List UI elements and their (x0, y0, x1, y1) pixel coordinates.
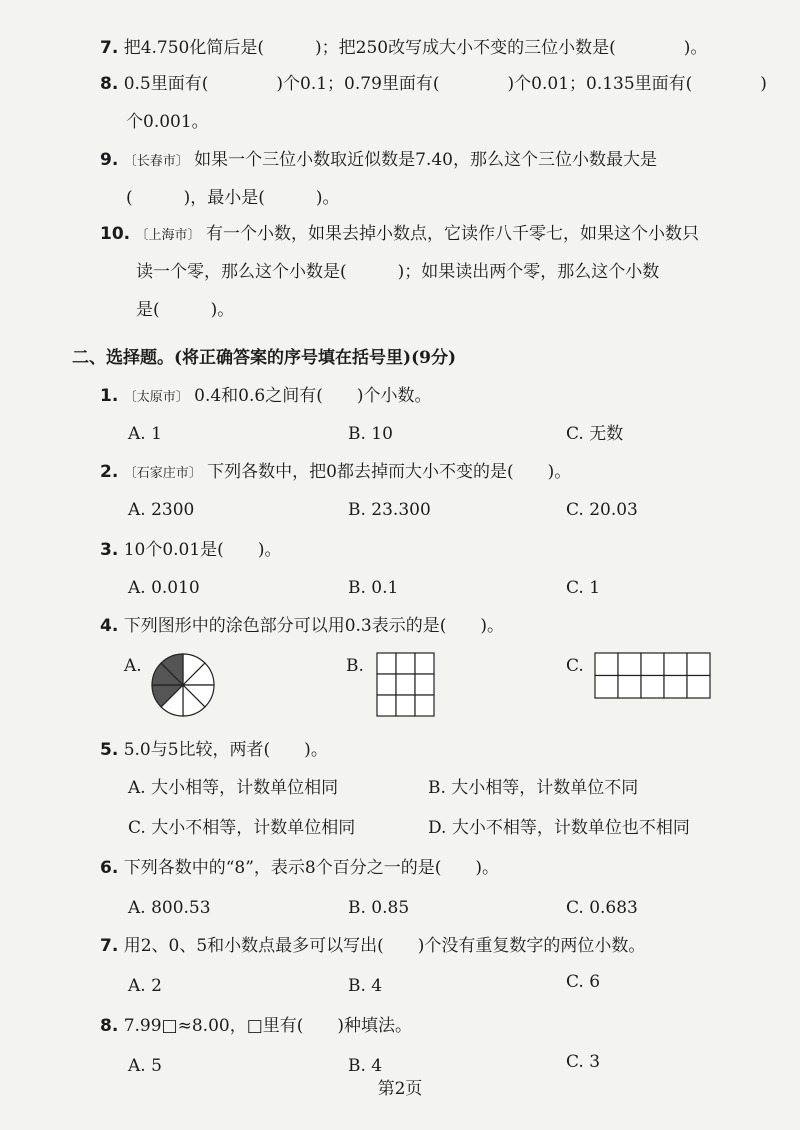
option-c: C. 20.03 (566, 500, 638, 520)
question-number: 10. (100, 224, 131, 244)
grid-cell (664, 676, 687, 699)
grid-cell (415, 674, 434, 695)
question-text: 下列各数中，把0都去掉而大小不变的是( )。 (207, 462, 572, 482)
question-choice-4 (100, 614, 504, 638)
sector-circle-figure (150, 652, 216, 718)
question-text: 有一个小数，如果去掉小数点，它读作八千零七，如果这个小数只 (205, 224, 699, 244)
grid-cell (396, 674, 415, 695)
question-number: 8. (100, 74, 119, 94)
option-a: A. 2 (128, 976, 162, 996)
grid-cell (415, 653, 434, 674)
grid-cell (377, 695, 396, 716)
question-text: 下列各数中的“8”，表示8个百分之一的是( )。 (123, 858, 499, 878)
question-fill-8 (100, 72, 767, 96)
question-text: 10个0.01是( )。 (123, 540, 282, 560)
question-number: 2. (100, 462, 119, 482)
page-number: 第2页 (377, 1079, 423, 1099)
question-choice-5 (100, 738, 328, 762)
question-number: 4. (100, 616, 119, 636)
option-a: A. (124, 656, 142, 676)
question-text: 0.4和0.6之间有( )个小数。 (194, 386, 432, 406)
grid-cell (595, 676, 618, 699)
grid-cell (396, 653, 415, 674)
city-tag: 〔太原市〕 (123, 390, 189, 405)
question-choice-2 (100, 460, 571, 486)
city-tag: 〔长春市〕 (123, 154, 189, 169)
grid-cell (415, 695, 434, 716)
question-text: 5.0与5比较，两者( )。 (123, 740, 328, 760)
grid-cell (618, 653, 641, 676)
question-continuation: 读一个零，那么这个小数是( )；如果读出两个零，那么这个小数 (136, 262, 660, 282)
option-a: A. 5 (128, 1056, 162, 1076)
option-b: B. (346, 656, 364, 676)
question-choice-3 (100, 538, 281, 562)
question-choice-1 (100, 384, 431, 410)
question-fill-7 (100, 36, 707, 60)
option-c: C. 无数 (566, 424, 624, 444)
question-number: 8. (100, 1016, 119, 1036)
question-number: 5. (100, 740, 119, 760)
grid-cell (664, 653, 687, 676)
question-fill-10 (100, 222, 699, 248)
option-b: B. 10 (348, 424, 393, 444)
option-b: B. 23.300 (348, 500, 431, 520)
question-continuation: 是( )。 (136, 300, 235, 320)
grid-figure-c (594, 652, 712, 700)
question-fill-9 (100, 148, 657, 174)
grid-figure-b (376, 652, 436, 718)
option-a: A. 大小相等，计数单位相同 (128, 778, 339, 798)
grid-cell (396, 695, 415, 716)
option-c: C. 0.683 (566, 898, 638, 918)
grid-cell (641, 676, 664, 699)
question-continuation: ( )，最小是( )。 (126, 188, 340, 208)
option-b: B. 4 (348, 976, 383, 996)
option-c: C. 大小不相等，计数单位相同 (128, 818, 356, 838)
option-b: B. 大小相等，计数单位不同 (428, 778, 639, 798)
option-d: D. 大小不相等，计数单位也不相同 (428, 818, 690, 838)
question-number: 3. (100, 540, 119, 560)
question-choice-8 (100, 1014, 412, 1038)
grid-cell (377, 653, 396, 674)
question-number: 9. (100, 150, 119, 170)
option-b: B. 0.85 (348, 898, 410, 918)
question-number: 1. (100, 386, 119, 406)
option-c: C. (566, 656, 584, 676)
option-c: C. 6 (566, 972, 601, 992)
question-number: 6. (100, 858, 119, 878)
city-tag: 〔石家庄市〕 (123, 466, 202, 481)
city-tag: 〔上海市〕 (135, 228, 201, 243)
option-a: A. 0.010 (128, 578, 200, 598)
question-choice-6 (100, 856, 499, 880)
option-a: A. 2300 (128, 500, 195, 520)
option-c: C. 1 (566, 578, 601, 598)
question-text: 如果一个三位小数取近似数是7.40，那么这个三位小数最大是 (194, 150, 657, 170)
option-b: B. 4 (348, 1056, 383, 1076)
question-text: 7.99□≈8.00，□里有( )种填法。 (123, 1016, 413, 1036)
option-a: A. 800.53 (128, 898, 211, 918)
option-c: C. 3 (566, 1052, 601, 1072)
section-title: 二、选择题。(将正确答案的序号填在括号里)(9分) (72, 348, 457, 368)
question-continuation: 个0.001。 (126, 112, 209, 132)
grid-cell (595, 653, 618, 676)
grid-cell (377, 674, 396, 695)
grid-cell (641, 653, 664, 676)
question-number: 7. (100, 936, 119, 956)
question-number: 7. (100, 38, 119, 58)
question-text: 0.5里面有( )个0.1；0.79里面有( )个0.01；0.135里面有( ) (123, 74, 767, 94)
grid-cell (687, 653, 710, 676)
grid-cell (687, 676, 710, 699)
option-a: A. 1 (128, 424, 162, 444)
question-text: 下列图形中的涂色部分可以用0.3表示的是( )。 (123, 616, 505, 636)
option-b: B. 0.1 (348, 578, 399, 598)
question-text: 把4.750化简后是( )；把250改写成大小不变的三位小数是( )。 (123, 38, 708, 58)
question-text: 用2、0、5和小数点最多可以写出( )个没有重复数字的两位小数。 (123, 936, 646, 956)
question-choice-7 (100, 934, 645, 958)
grid-cell (618, 676, 641, 699)
